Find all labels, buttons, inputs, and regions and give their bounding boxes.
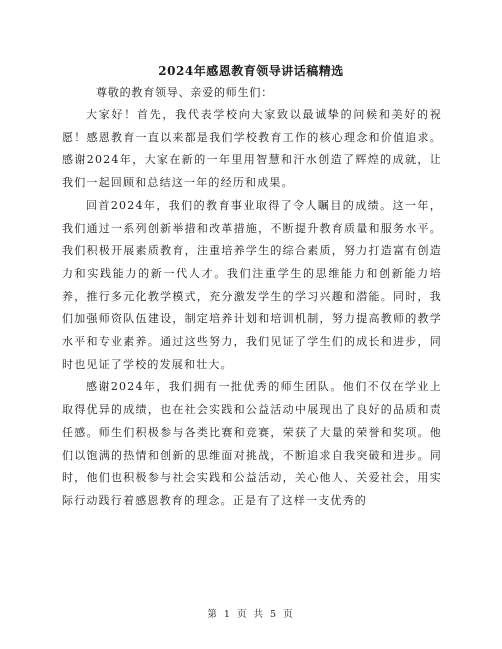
page-number-footer: 第 1 页 共 5 页 — [207, 609, 295, 620]
document-body — [62, 82, 442, 513]
document-title: 2024年感恩教育领导讲话稿精选 — [158, 64, 344, 78]
paragraph-thanks: 感谢2024年，我们拥有一批优秀的师生团队。他们不仅在学业上取得优异的成绩，也在社会实践和公益活动中展现出了良好的品质和责任感。师生们积极参与各类比赛和竞赛，荣获了大量的荣誉和奖项。他们以饱满的热情和创新的思维面对挑战，不断追求自我突破和进步。同时，他们也积极参与社会实践和公益活动，关心他人、关爱社会，用实际行动践行着感恩教育的理念。正是有了这样一支优秀的 — [62, 380, 442, 507]
paragraph-greeting: 大家好！首先，我代表学校向大家致以最诚挚的问候和美好的祝愿！感恩教育一直以来都是我们学校教育工作的核心理念和价值追求。感谢2024年，大家在新的一年里用智慧和汗水创造了辉煌的成就，让我们一起回顾和总结这一年的经历和成果。 — [62, 108, 442, 190]
salutation: 尊敬的教育领导、亲爱的师生们： — [96, 86, 273, 99]
paragraph-review: 回首2024年，我们的教育事业取得了令人瞩目的成绩。这一年，我们通过一系列创新举措和改革措施，不断提升教育质量和服务水平。我们积极开展素质教育，注重培养学生的综合素质，努力打造富有创造力和实践能力的新一代人才。我们注重学生的思维能力和创新能力培养，推行多元化教学模式，充分激发学生的学习兴趣和潜能。同时，我们加强师资队伍建设，制定培养计划和培训机制，努力提高教师的教学水平和专业素养。通过这些努力，我们见证了学生们的成长和进步，同时也见证了学校的发展和壮大。 — [62, 198, 442, 371]
